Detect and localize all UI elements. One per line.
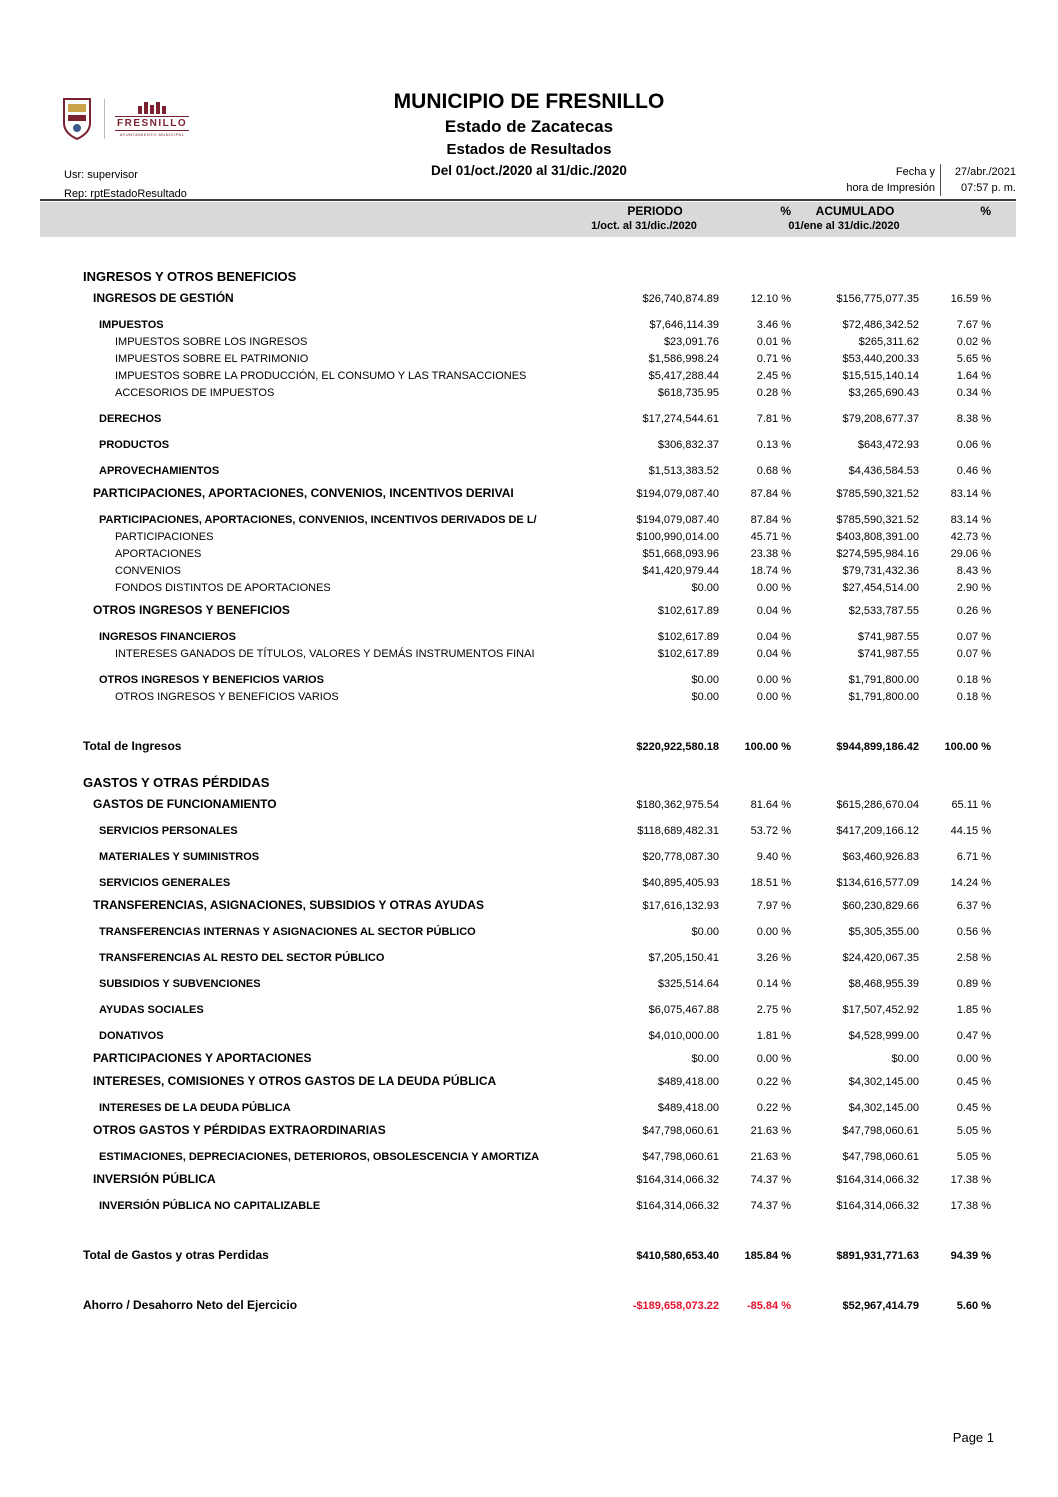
- row-periodo-percent: 2.45 %: [756, 370, 791, 382]
- row-label: PARTICIPACIONES Y APORTACIONES: [93, 1051, 312, 1065]
- row-periodo-value: $0.00: [691, 674, 719, 686]
- row-acumulado-percent: 0.34 %: [956, 387, 991, 399]
- report-id-label: Rep: rptEstadoResultado: [64, 188, 187, 200]
- table-row: [83, 738, 991, 756]
- row-label: SUBSIDIOS Y SUBVENCIONES: [99, 978, 261, 990]
- row-periodo-percent: 0.00 %: [756, 582, 791, 594]
- row-periodo-value: $194,079,087.40: [636, 488, 719, 500]
- table-row: [83, 463, 991, 480]
- row-periodo-value: $20,778,087.30: [642, 851, 719, 863]
- row-periodo-percent: 3.46 %: [756, 319, 791, 331]
- row-acumulado-value: $417,209,166.12: [836, 825, 919, 837]
- row-acumulado-percent: 5.05 %: [956, 1151, 991, 1163]
- row-acumulado-value: $79,208,677.37: [842, 413, 919, 425]
- row-acumulado-value: $27,454,514.00: [842, 582, 919, 594]
- row-acumulado-value: $785,590,321.52: [836, 488, 919, 500]
- row-periodo-value: $220,922,580.18: [636, 741, 719, 753]
- report-period: Del 01/oct./2020 al 31/dic./2020: [431, 163, 627, 178]
- state-subtitle: Estado de Zacatecas: [444, 117, 614, 136]
- row-label: IMPUESTOS SOBRE EL PATRIMONIO: [115, 353, 309, 365]
- row-periodo-value: $51,668,093.96: [642, 548, 719, 560]
- row-periodo-percent: 0.68 %: [756, 465, 791, 477]
- table-row: [83, 1297, 991, 1315]
- row-label: TRANSFERENCIAS AL RESTO DEL SECTOR PÚBLICO: [99, 952, 385, 964]
- page-number: Page 1: [952, 1430, 994, 1445]
- table-row: [83, 689, 991, 706]
- row-acumulado-value: $944,899,186.42: [836, 741, 919, 753]
- row-acumulado-value: $134,616,577.09: [836, 877, 919, 889]
- row-periodo-percent: 0.00 %: [756, 1053, 791, 1065]
- row-label: INVERSIÓN PÚBLICA NO CAPITALIZABLE: [99, 1200, 321, 1212]
- row-periodo-percent: 18.51 %: [750, 877, 791, 889]
- table-row: [83, 290, 991, 308]
- row-acumulado-percent: 100.00 %: [944, 741, 991, 753]
- row-label: APROVECHAMIENTOS: [99, 465, 220, 477]
- table-row: [83, 672, 991, 689]
- row-periodo-percent: 21.63 %: [750, 1151, 791, 1163]
- row-acumulado-percent: 17.38 %: [950, 1174, 991, 1186]
- table-row: [83, 1149, 991, 1166]
- row-label: INGRESOS DE GESTIÓN: [93, 291, 234, 305]
- row-acumulado-value: $63,460,926.83: [842, 851, 919, 863]
- row-acumulado-value: $891,931,771.63: [836, 1250, 919, 1262]
- row-label: OTROS GASTOS Y PÉRDIDAS EXTRAORDINARIAS: [93, 1123, 386, 1137]
- row-acumulado-value: $164,314,066.32: [836, 1200, 919, 1212]
- row-label: FONDOS DISTINTOS DE APORTACIONES: [115, 582, 331, 594]
- row-periodo-value: $118,689,482.31: [637, 825, 719, 837]
- row-periodo-value: $1,513,383.52: [648, 465, 719, 477]
- row-acumulado-value: $785,590,321.52: [836, 514, 919, 526]
- table-row: [83, 924, 991, 941]
- row-acumulado-value: $8,468,955.39: [848, 978, 919, 990]
- table-row: [83, 411, 991, 428]
- row-periodo-value: $41,420,979.44: [642, 565, 719, 577]
- table-row: [83, 796, 991, 814]
- row-acumulado-percent: 0.06 %: [956, 439, 991, 451]
- table-row: [83, 334, 991, 351]
- row-acumulado-percent: 5.05 %: [956, 1125, 991, 1137]
- row-label: INGRESOS FINANCIEROS: [99, 631, 236, 643]
- row-periodo-value: $26,740,874.89: [642, 293, 719, 305]
- table-row: [83, 563, 991, 580]
- row-periodo-value: $6,075,467.88: [648, 1004, 719, 1016]
- row-periodo-percent: 87.84 %: [750, 514, 791, 526]
- row-acumulado-value: $615,286,670.04: [836, 799, 919, 811]
- row-acumulado-value: $4,302,145.00: [848, 1102, 919, 1114]
- row-periodo-value: $0.00: [691, 926, 719, 938]
- row-periodo-percent: 23.38 %: [750, 548, 791, 560]
- row-label: INTERESES DE LA DEUDA PÚBLICA: [99, 1102, 291, 1114]
- row-acumulado-value: $72,486,342.52: [842, 319, 919, 331]
- row-periodo-value: $0.00: [691, 691, 719, 703]
- table-row: [83, 1028, 991, 1045]
- table-row: [83, 351, 991, 368]
- row-acumulado-percent: 65.11 %: [951, 799, 991, 811]
- row-label: MATERIALES Y SUMINISTROS: [99, 851, 260, 863]
- row-periodo-value: $306,832.37: [657, 439, 719, 451]
- row-acumulado-percent: 0.89 %: [956, 978, 991, 990]
- row-acumulado-percent: 0.56 %: [956, 926, 991, 938]
- row-periodo-percent: 74.37 %: [750, 1200, 791, 1212]
- row-acumulado-value: $47,798,060.61: [842, 1125, 919, 1137]
- row-periodo-value: $47,798,060.61: [642, 1125, 719, 1137]
- row-periodo-percent: 12.10 %: [750, 293, 791, 305]
- row-periodo-percent: 0.71 %: [756, 353, 791, 365]
- row-label: APORTACIONES: [115, 548, 202, 560]
- table-row: [83, 1073, 991, 1091]
- row-periodo-value: $325,514.64: [657, 978, 719, 990]
- row-label: CONVENIOS: [115, 565, 182, 577]
- row-acumulado-percent: 0.18 %: [956, 691, 991, 703]
- row-acumulado-value: $4,302,145.00: [848, 1076, 919, 1088]
- col-subheader-acumulado: 01/ene al 31/dic./2020: [788, 220, 900, 232]
- col-header-acumulado: ACUMULADO: [815, 204, 895, 218]
- row-periodo-percent: 74.37 %: [750, 1174, 791, 1186]
- table-row: [83, 512, 991, 529]
- row-acumulado-value: $741,987.55: [857, 631, 919, 643]
- row-acumulado-percent: 0.47 %: [956, 1030, 991, 1042]
- row-label: INGRESOS Y OTROS BENEFICIOS: [83, 269, 297, 284]
- table-row: [83, 1100, 991, 1117]
- row-periodo-value: $4,010,000.00: [648, 1030, 719, 1042]
- row-periodo-percent: 0.00 %: [756, 691, 791, 703]
- row-periodo-percent: 0.00 %: [756, 926, 791, 938]
- table-row: [83, 1198, 991, 1215]
- col-header-pct1: %: [780, 204, 791, 218]
- row-label: OTROS INGRESOS Y BENEFICIOS VARIOS: [115, 691, 339, 703]
- row-periodo-percent: 3.26 %: [756, 952, 791, 964]
- row-periodo-percent: 21.63 %: [750, 1125, 791, 1137]
- report-rows: [40, 250, 1016, 1315]
- column-header-band: [40, 202, 1016, 237]
- row-acumulado-value: $79,731,432.36: [842, 565, 919, 577]
- row-periodo-value: $17,616,132.93: [642, 900, 719, 912]
- print-date-value: 27/abr./2021: [940, 164, 1016, 180]
- row-label: GASTOS DE FUNCIONAMIENTO: [93, 797, 277, 811]
- column-headers: [83, 204, 991, 219]
- row-acumulado-percent: 2.90 %: [956, 582, 991, 594]
- row-periodo-value: $7,205,150.41: [648, 952, 719, 964]
- row-periodo-percent: 53.72 %: [750, 825, 791, 837]
- row-acumulado-percent: 0.26 %: [956, 605, 991, 617]
- row-acumulado-percent: 7.67 %: [956, 319, 991, 331]
- row-acumulado-percent: 2.58 %: [956, 952, 991, 964]
- row-periodo-value: $164,314,066.32: [636, 1174, 719, 1186]
- row-acumulado-value: $265,311.62: [858, 336, 919, 348]
- column-subheaders: [83, 219, 991, 234]
- row-label: ESTIMACIONES, DEPRECIACIONES, DETERIOROS, OBSOLESCENCIA Y AMORTIZA: [99, 1151, 540, 1163]
- table-row: [83, 1171, 991, 1189]
- row-label: Total de Ingresos: [83, 739, 182, 753]
- row-label: SERVICIOS GENERALES: [99, 877, 231, 889]
- row-acumulado-value: $741,987.55: [857, 648, 919, 660]
- table-row: [83, 629, 991, 646]
- row-periodo-percent: 0.14 %: [756, 978, 791, 990]
- table-row: [83, 529, 991, 546]
- row-periodo-percent: 185.84 %: [744, 1250, 791, 1262]
- print-time-label: hora de Impresión: [846, 182, 935, 194]
- print-date-label: Fecha y: [895, 166, 935, 178]
- row-acumulado-percent: 44.15 %: [950, 825, 991, 837]
- row-acumulado-value: $3,265,690.43: [848, 387, 919, 399]
- col-subheader-periodo: 1/oct. al 31/dic./2020: [591, 220, 697, 232]
- col-header-periodo: PERIODO: [627, 204, 683, 218]
- row-periodo-percent: 7.81 %: [756, 413, 791, 425]
- table-row: [83, 823, 991, 840]
- row-label: ACCESORIOS DE IMPUESTOS: [115, 387, 275, 399]
- row-periodo-value: $7,646,114.39: [649, 319, 719, 331]
- table-row: [83, 385, 991, 402]
- row-acumulado-percent: 0.45 %: [956, 1076, 991, 1088]
- row-acumulado-value: $2,533,787.55: [848, 605, 919, 617]
- row-label: IMPUESTOS SOBRE LA PRODUCCIÓN, EL CONSUMO Y LAS TRANSACCIONES: [115, 370, 527, 382]
- municipality-title: MUNICIPIO DE FRESNILLO: [393, 90, 665, 113]
- row-acumulado-value: $156,775,077.35: [836, 293, 919, 305]
- print-date-row: [846, 164, 1016, 180]
- row-acumulado-percent: 0.07 %: [956, 648, 991, 660]
- row-periodo-percent: 0.04 %: [756, 605, 791, 617]
- table-row: [83, 950, 991, 967]
- row-acumulado-percent: 5.65 %: [956, 353, 991, 365]
- table-row: [83, 1122, 991, 1140]
- table-row: [83, 1050, 991, 1068]
- row-label: AYUDAS SOCIALES: [99, 1004, 204, 1016]
- row-label: GASTOS Y OTRAS PÉRDIDAS: [83, 775, 270, 790]
- row-periodo-value: $23,091.76: [663, 336, 719, 348]
- row-acumulado-percent: 6.37 %: [956, 900, 991, 912]
- row-label: DONATIVOS: [99, 1030, 164, 1042]
- table-row: [83, 546, 991, 563]
- row-label: SERVICIOS PERSONALES: [99, 825, 238, 837]
- row-acumulado-percent: 1.64 %: [956, 370, 991, 382]
- table-row: [83, 437, 991, 454]
- row-periodo-value: -$189,658,073.22: [632, 1300, 719, 1312]
- row-periodo-percent: 1.81 %: [756, 1030, 791, 1042]
- row-acumulado-percent: 17.38 %: [950, 1200, 991, 1212]
- row-periodo-value: $40,895,405.93: [642, 877, 719, 889]
- row-periodo-value: $102,617.89: [657, 631, 719, 643]
- row-acumulado-value: $0.00: [891, 1053, 919, 1065]
- row-periodo-percent: 81.64 %: [750, 799, 791, 811]
- row-acumulado-percent: 8.43 %: [956, 565, 991, 577]
- row-periodo-percent: 9.40 %: [756, 851, 791, 863]
- row-periodo-percent: 18.74 %: [750, 565, 791, 577]
- table-row: [83, 317, 991, 334]
- table-row: [83, 268, 991, 285]
- row-periodo-percent: 0.13 %: [756, 439, 791, 451]
- row-acumulado-percent: 94.39 %: [950, 1250, 991, 1262]
- row-periodo-percent: 100.00 %: [744, 741, 791, 753]
- row-label: PARTICIPACIONES, APORTACIONES, CONVENIOS, INCENTIVOS DERIVADOS DE L/: [99, 514, 537, 526]
- row-acumulado-value: $403,808,391.00: [836, 531, 919, 543]
- row-acumulado-percent: 0.46 %: [956, 465, 991, 477]
- row-acumulado-percent: 0.02 %: [956, 336, 991, 348]
- table-row: [83, 1247, 991, 1265]
- row-periodo-percent: 0.04 %: [756, 648, 791, 660]
- row-acumulado-percent: 42.73 %: [950, 531, 991, 543]
- row-periodo-value: $164,314,066.32: [636, 1200, 719, 1212]
- row-acumulado-percent: 5.60 %: [956, 1300, 991, 1312]
- row-periodo-value: $194,079,087.40: [636, 514, 719, 526]
- row-acumulado-percent: 0.00 %: [956, 1053, 991, 1065]
- row-periodo-value: $0.00: [691, 582, 719, 594]
- row-periodo-value: $489,418.00: [657, 1102, 719, 1114]
- row-acumulado-value: $4,528,999.00: [848, 1030, 919, 1042]
- row-label: Ahorro / Desahorro Neto del Ejercicio: [83, 1298, 298, 1312]
- row-acumulado-value: $164,314,066.32: [836, 1174, 919, 1186]
- table-row: [83, 1002, 991, 1019]
- row-label: IMPUESTOS: [99, 319, 164, 331]
- row-label: DERECHOS: [99, 413, 162, 425]
- row-label: TRANSFERENCIAS, ASIGNACIONES, SUBSIDIOS Y OTRAS AYUDAS: [93, 898, 484, 912]
- col-header-pct2: %: [980, 204, 991, 218]
- row-label: INTERESES, COMISIONES Y OTROS GASTOS DE LA DEUDA PÚBLICA: [93, 1074, 497, 1088]
- row-acumulado-percent: 1.85 %: [956, 1004, 991, 1016]
- row-acumulado-value: $24,420,067.35: [842, 952, 919, 964]
- row-acumulado-value: $52,967,414.79: [842, 1300, 919, 1312]
- row-periodo-value: $102,617.89: [657, 605, 719, 617]
- row-acumulado-percent: 14.24 %: [950, 877, 991, 889]
- row-periodo-value: $47,798,060.61: [642, 1151, 719, 1163]
- row-periodo-percent: 0.01 %: [756, 336, 791, 348]
- row-periodo-percent: 0.22 %: [756, 1102, 791, 1114]
- row-periodo-percent: 45.71 %: [750, 531, 791, 543]
- row-acumulado-percent: 8.38 %: [956, 413, 991, 425]
- fresnillo-logo-subtext: AYUNTAMIENTO MUNICIPAL: [119, 131, 185, 137]
- row-acumulado-value: $15,515,140.14: [842, 370, 919, 382]
- row-periodo-percent: 7.97 %: [756, 900, 791, 912]
- row-label: TRANSFERENCIAS INTERNAS Y ASIGNACIONES AL SECTOR PÚBLICO: [99, 926, 476, 938]
- table-row: [83, 602, 991, 620]
- row-acumulado-percent: 6.71 %: [956, 851, 991, 863]
- row-acumulado-percent: 0.45 %: [956, 1102, 991, 1114]
- row-periodo-value: $180,362,975.54: [636, 799, 719, 811]
- table-row: [83, 897, 991, 915]
- row-periodo-percent: -85.84 %: [746, 1300, 791, 1312]
- row-label: Total de Gastos y otras Perdidas: [83, 1248, 269, 1262]
- row-acumulado-percent: 0.18 %: [956, 674, 991, 686]
- row-acumulado-value: $643,472.93: [857, 439, 919, 451]
- meta-right: [846, 164, 1016, 196]
- row-label: OTROS INGRESOS Y BENEFICIOS: [93, 603, 290, 617]
- header-rule: [40, 199, 1016, 201]
- table-row: [83, 646, 991, 663]
- row-acumulado-value: $17,507,452.92: [842, 1004, 919, 1016]
- row-acumulado-value: $1,791,800.00: [848, 691, 919, 703]
- row-acumulado-value: $4,436,584.53: [848, 465, 919, 477]
- table-row: [83, 580, 991, 597]
- row-acumulado-percent: 83.14 %: [950, 514, 991, 526]
- row-periodo-value: $17,274,544.61: [642, 413, 719, 425]
- row-label: PRODUCTOS: [99, 439, 170, 451]
- row-periodo-value: $410,580,653.40: [636, 1250, 719, 1262]
- row-label: IMPUESTOS SOBRE LOS INGRESOS: [115, 336, 308, 348]
- print-time-value: 07:57 p. m.: [940, 180, 1016, 196]
- table-row: [83, 849, 991, 866]
- fresnillo-logo-text: FRESNILLO: [117, 117, 188, 129]
- table-row: [83, 774, 991, 791]
- row-label: INVERSIÓN PÚBLICA: [93, 1172, 216, 1186]
- row-periodo-value: $0.00: [691, 1053, 719, 1065]
- row-periodo-percent: 2.75 %: [756, 1004, 791, 1016]
- row-acumulado-percent: 16.59 %: [950, 293, 991, 305]
- row-periodo-value: $5,417,288.44: [648, 370, 719, 382]
- row-periodo-value: $618,735.95: [657, 387, 719, 399]
- row-label: INTERESES GANADOS DE TÍTULOS, VALORES Y DEMÁS INSTRUMENTOS FINAI: [115, 648, 535, 660]
- row-periodo-percent: 0.00 %: [756, 674, 791, 686]
- table-row: [83, 485, 991, 503]
- row-periodo-value: $102,617.89: [657, 648, 719, 660]
- row-label: OTROS INGRESOS Y BENEFICIOS VARIOS: [99, 674, 324, 686]
- row-acumulado-value: $1,791,800.00: [848, 674, 919, 686]
- row-periodo-value: $489,418.00: [657, 1076, 719, 1088]
- row-acumulado-value: $60,230,829.66: [842, 900, 919, 912]
- row-acumulado-value: $5,305,355.00: [848, 926, 919, 938]
- row-periodo-percent: 0.22 %: [756, 1076, 791, 1088]
- row-label: PARTICIPACIONES: [115, 531, 214, 543]
- table-row: [83, 976, 991, 993]
- table-row: [83, 875, 991, 892]
- user-label: Usr: supervisor: [64, 169, 138, 181]
- report-name: Estados de Resultados: [446, 141, 612, 158]
- row-acumulado-value: $53,440,200.33: [842, 353, 919, 365]
- table-row: [83, 368, 991, 385]
- row-acumulado-percent: 0.07 %: [956, 631, 991, 643]
- row-acumulado-value: $274,595,984.16: [836, 548, 919, 560]
- row-periodo-value: $1,586,998.24: [648, 353, 719, 365]
- print-time-row: [846, 180, 1016, 196]
- row-acumulado-percent: 29.06 %: [950, 548, 991, 560]
- row-periodo-value: $100,990,014.00: [636, 531, 719, 543]
- row-acumulado-value: $47,798,060.61: [842, 1151, 919, 1163]
- row-label: PARTICIPACIONES, APORTACIONES, CONVENIOS, INCENTIVOS DERIVAI: [93, 486, 514, 500]
- row-periodo-percent: 0.28 %: [756, 387, 791, 399]
- row-acumulado-percent: 83.14 %: [950, 488, 991, 500]
- row-periodo-percent: 0.04 %: [756, 631, 791, 643]
- row-periodo-percent: 87.84 %: [750, 488, 791, 500]
